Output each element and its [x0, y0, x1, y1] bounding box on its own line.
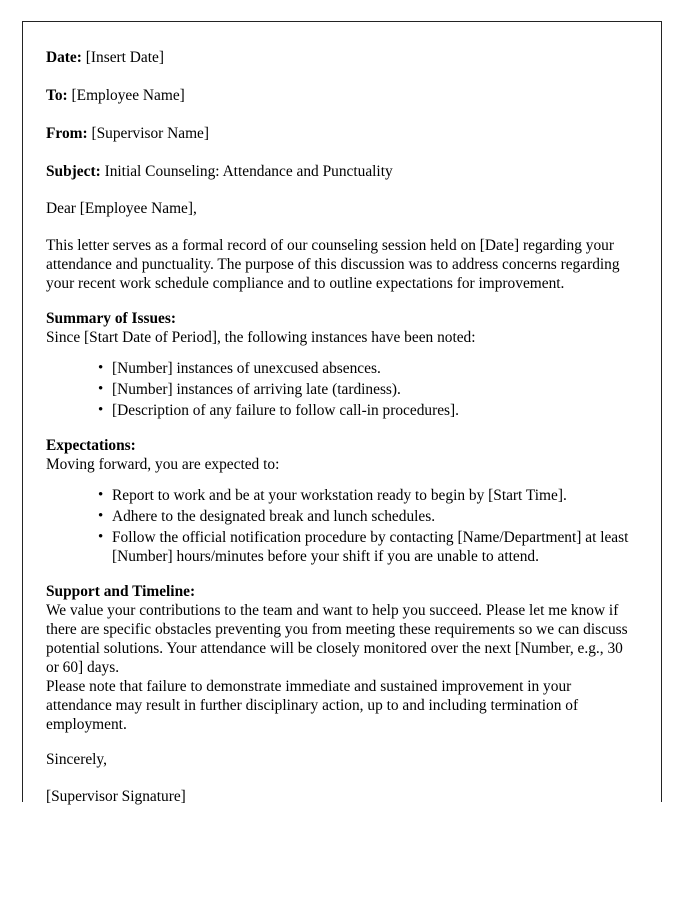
support-body: We value your contributions to the team and want to help you succeed. Please let me know if there are specific obstacles preventing you from meeting these requirements so we can discuss potential solutions. Your attendance will be closely monitored over the next [Number, e.g., 30 or 60] days.: [46, 602, 628, 677]
header-value-to: [Employee Name]: [71, 87, 185, 105]
list-item: • [Description of any failure to follow call-in procedures].: [98, 401, 638, 420]
closing-line: Sincerely,: [46, 751, 107, 769]
list-item: • Adhere to the designated break and lunch schedules.: [98, 507, 638, 526]
header-label-subject: Subject:: [46, 163, 101, 181]
summary-issues-list: [46, 359, 638, 420]
letter-body: [46, 48, 638, 806]
header-label-from: From:: [46, 125, 88, 143]
header-label-date: Date:: [46, 49, 82, 66]
expectations-heading: Expectations:: [46, 437, 136, 455]
warning-paragraph: Please note that failure to demonstrate immediate and sustained improvement in your attendance may result in further disciplinary action, up to and including termination of employment.: [46, 678, 579, 734]
summary-lead: Since [Start Date of Period], the following instances have been noted:: [46, 329, 476, 347]
list-item: • [Number] instances of arriving late (tardiness).: [98, 380, 638, 399]
header-value-subject: Initial Counseling: Attendance and Punctuality: [104, 163, 393, 181]
document-page: [22, 21, 662, 806]
expectations-section: [46, 436, 638, 566]
header-value-from: [Supervisor Name]: [91, 125, 210, 143]
letter-header-block: [46, 48, 638, 181]
header-label-to: To:: [46, 87, 68, 105]
signature-line: [Supervisor Signature]: [46, 788, 186, 806]
support-heading: Support and Timeline:: [46, 583, 196, 601]
header-line-date: [46, 48, 638, 67]
expectations-lead: Moving forward, you are expected to:: [46, 456, 280, 474]
expectations-list: [46, 486, 638, 566]
summary-heading: Summary of Issues:: [46, 310, 176, 328]
header-line-from: [46, 124, 638, 143]
salutation: Dear [Employee Name],: [46, 200, 197, 218]
summary-of-issues-section: [46, 309, 638, 420]
list-item: • [Number] instances of unexcused absences.: [98, 359, 638, 378]
opening-paragraph: This letter serves as a formal record of our counseling session held on [Date] regarding your attendance and punctuality. The purpose of this discussion was to address concerns regarding your recent work schedule compliance and to outline expectations for improvement.: [46, 237, 620, 293]
header-line-subject: [46, 162, 638, 181]
support-and-timeline-section: [46, 582, 638, 677]
header-value-date: [Insert Date]: [85, 49, 164, 66]
list-item: • Follow the official notification procedure by contacting [Name/Department] at least [Number] hours/minutes before your shift if you are unable to attend.: [98, 528, 638, 566]
header-line-to: [46, 86, 638, 105]
list-item: • Report to work and be at your workstation ready to begin by [Start Time].: [98, 486, 638, 505]
